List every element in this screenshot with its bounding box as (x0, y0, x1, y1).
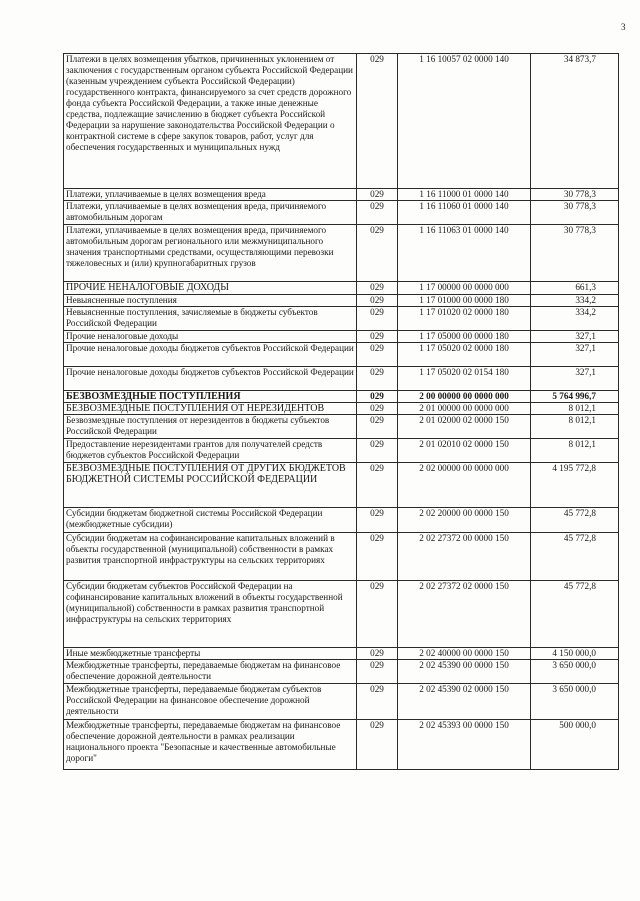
table-row (64, 367, 619, 391)
table-row (64, 581, 619, 648)
row-budget-code-cell: 2 01 02010 02 0000 150 (398, 439, 531, 463)
row-name-cell: Субсидии бюджетам на софинансирование капитальных вложений в объекты государственной (муниципальной) собственности в рамках развития транспортной инфраструктуры на сельских территориях (64, 533, 357, 581)
table-row (64, 343, 619, 367)
row-admin-code-cell: 029 (357, 403, 398, 415)
row-budget-code-cell: 1 16 11000 01 0000 140 (398, 189, 531, 201)
row-admin-code-cell: 029 (357, 684, 398, 720)
table-row (64, 720, 619, 770)
row-budget-code-cell: 1 16 10057 02 0000 140 (398, 54, 531, 189)
table-row (64, 415, 619, 439)
row-admin-code-cell: 029 (357, 391, 398, 403)
row-admin-code-cell: 029 (357, 225, 398, 282)
row-name-cell: БЕЗВОЗМЕЗДНЫЕ ПОСТУПЛЕНИЯ ОТ ДРУГИХ БЮДЖЕТОВ БЮДЖЕТНОЙ СИСТЕМЫ РОССИЙСКОЙ ФЕДЕРАЦИИ (64, 463, 357, 508)
row-budget-code-cell: 1 17 01000 00 0000 180 (398, 295, 531, 307)
table-row (64, 660, 619, 684)
row-sum-cell: 661,3 (531, 282, 619, 295)
row-sum-cell: 334,2 (531, 307, 619, 331)
row-budget-code-cell: 1 16 11063 01 0000 140 (398, 225, 531, 282)
row-admin-code-cell: 029 (357, 508, 398, 533)
row-name-cell: Платежи, уплачиваемые в целях возмещения вреда, причиняемого автомобильным дорогам (64, 201, 357, 225)
row-budget-code-cell: 2 01 02000 02 0000 150 (398, 415, 531, 439)
row-name-cell: Безвозмездные поступления от нерезидентов в бюджеты субъектов Российской Федерации (64, 415, 357, 439)
row-sum-cell: 500 000,0 (531, 720, 619, 770)
table-row (64, 403, 619, 415)
row-name-cell: Межбюджетные трансферты, передаваемые бюджетам на финансовое обеспечение дорожной деятельности в рамках реализации национального проекта "Безопасные и качественные автомобильные дороги" (64, 720, 357, 770)
row-sum-cell: 5 764 996,7 (531, 391, 619, 403)
row-budget-code-cell: 2 00 00000 00 0000 000 (398, 391, 531, 403)
row-budget-code-cell: 2 02 45390 02 0000 150 (398, 684, 531, 720)
row-budget-code-cell: 2 02 40000 00 0000 150 (398, 648, 531, 660)
row-sum-cell: 327,1 (531, 343, 619, 367)
table-row (64, 295, 619, 307)
row-admin-code-cell: 029 (357, 439, 398, 463)
row-budget-code-cell: 1 17 00000 00 0000 000 (398, 282, 531, 295)
table-row (64, 508, 619, 533)
table-row (64, 684, 619, 720)
row-name-cell: ПРОЧИЕ НЕНАЛОГОВЫЕ ДОХОДЫ (64, 282, 357, 295)
row-name-cell: Невыясненные поступления (64, 295, 357, 307)
row-budget-code-cell: 1 17 05020 02 0154 180 (398, 367, 531, 391)
row-name-cell: БЕЗВОЗМЕЗДНЫЕ ПОСТУПЛЕНИЯ (64, 391, 357, 403)
row-admin-code-cell: 029 (357, 463, 398, 508)
row-name-cell: Невыясненные поступления, зачисляемые в бюджеты субъектов Российской Федерации (64, 307, 357, 331)
row-admin-code-cell: 029 (357, 367, 398, 391)
row-name-cell: Иные межбюджетные трансферты (64, 648, 357, 660)
row-sum-cell: 8 012,1 (531, 439, 619, 463)
row-name-cell: Платежи, уплачиваемые в целях возмещения вреда, причиняемого автомобильным дорогам регионального или межмуниципального значения транспортными средствами, осуществляющими перевозки тяжеловесных и (или) крупногабаритных грузов (64, 225, 357, 282)
row-sum-cell: 45 772,8 (531, 581, 619, 648)
row-sum-cell: 8 012,1 (531, 415, 619, 439)
revenue-table-body (64, 54, 619, 770)
row-admin-code-cell: 029 (357, 533, 398, 581)
table-row (64, 331, 619, 343)
row-budget-code-cell: 2 02 20000 00 0000 150 (398, 508, 531, 533)
row-budget-code-cell: 2 02 45393 00 0000 150 (398, 720, 531, 770)
row-name-cell: Платежи в целях возмещения убытков, причиненных уклонением от заключения с государственным органом субъекта Российской Федерации (казенным учреждением субъекта Российской Федерации) государственного контракта, финансируемого за счет средств дорожного фонда субъекта Российской Федерации, а также иные денежные средства, подлежащие зачислению в бюджет субъекта Российской Федерации за нарушение законодательства Российской Федерации о контрактной системе в сфере закупок товаров, работ, услуг для обеспечения государственных и муниципальных нужд (64, 54, 357, 189)
row-sum-cell: 30 778,3 (531, 189, 619, 201)
row-sum-cell: 3 650 000,0 (531, 660, 619, 684)
table-row (64, 307, 619, 331)
row-admin-code-cell: 029 (357, 282, 398, 295)
row-admin-code-cell: 029 (357, 581, 398, 648)
row-name-cell: Межбюджетные трансферты, передаваемые бюджетам на финансовое обеспечение дорожной деятельности (64, 660, 357, 684)
table-row (64, 439, 619, 463)
row-sum-cell: 327,1 (531, 367, 619, 391)
row-name-cell: Прочие неналоговые доходы (64, 331, 357, 343)
row-sum-cell: 8 012,1 (531, 403, 619, 415)
row-sum-cell: 327,1 (531, 331, 619, 343)
row-name-cell: Прочие неналоговые доходы бюджетов субъектов Российской Федерации (64, 367, 357, 391)
row-budget-code-cell: 2 02 27372 02 0000 150 (398, 581, 531, 648)
row-admin-code-cell: 029 (357, 415, 398, 439)
row-budget-code-cell: 1 17 05000 00 0000 180 (398, 331, 531, 343)
row-sum-cell: 45 772,8 (531, 533, 619, 581)
table-row (64, 189, 619, 201)
table-row (64, 282, 619, 295)
row-budget-code-cell: 1 17 01020 02 0000 180 (398, 307, 531, 331)
row-name-cell: Предоставление нерезидентами грантов для получателей средств бюджетов субъектов Российской Федерации (64, 439, 357, 463)
row-sum-cell: 34 873,7 (531, 54, 619, 189)
row-admin-code-cell: 029 (357, 648, 398, 660)
row-name-cell: Платежи, уплачиваемые в целях возмещения вреда (64, 189, 357, 201)
row-name-cell: Субсидии бюджетам бюджетной системы Российской Федерации (межбюджетные субсидии) (64, 508, 357, 533)
row-budget-code-cell: 2 02 45390 00 0000 150 (398, 660, 531, 684)
table-row (64, 201, 619, 225)
row-name-cell: Межбюджетные трансферты, передаваемые бюджетам субъектов Российской Федерации на финансовое обеспечение дорожной деятельности (64, 684, 357, 720)
row-admin-code-cell: 029 (357, 201, 398, 225)
row-admin-code-cell: 029 (357, 307, 398, 331)
row-admin-code-cell: 029 (357, 720, 398, 770)
row-sum-cell: 45 772,8 (531, 508, 619, 533)
table-row (64, 533, 619, 581)
row-sum-cell: 4 195 772,8 (531, 463, 619, 508)
row-sum-cell: 3 650 000,0 (531, 684, 619, 720)
table-row (64, 54, 619, 189)
row-sum-cell: 30 778,3 (531, 225, 619, 282)
row-name-cell: Субсидии бюджетам субъектов Российской Федерации на софинансирование капитальных вложений в объекты государственной (муниципальной) собственности в рамках развития транспортной инфраструктуры на сельских территориях (64, 581, 357, 648)
row-budget-code-cell: 1 16 11060 01 0000 140 (398, 201, 531, 225)
row-sum-cell: 334,2 (531, 295, 619, 307)
revenue-table (63, 53, 619, 770)
row-admin-code-cell: 029 (357, 189, 398, 201)
row-budget-code-cell: 2 02 27372 00 0000 150 (398, 533, 531, 581)
table-row (64, 225, 619, 282)
row-sum-cell: 4 150 000,0 (531, 648, 619, 660)
row-budget-code-cell: 2 02 00000 00 0000 000 (398, 463, 531, 508)
row-name-cell: БЕЗВОЗМЕЗДНЫЕ ПОСТУПЛЕНИЯ ОТ НЕРЕЗИДЕНТОВ (64, 403, 357, 415)
table-row (64, 463, 619, 508)
row-admin-code-cell: 029 (357, 343, 398, 367)
row-admin-code-cell: 029 (357, 54, 398, 189)
table-row (64, 391, 619, 403)
table-row (64, 648, 619, 660)
row-admin-code-cell: 029 (357, 331, 398, 343)
page-number: 3 (621, 22, 626, 32)
row-budget-code-cell: 2 01 00000 00 0000 000 (398, 403, 531, 415)
row-name-cell: Прочие неналоговые доходы бюджетов субъектов Российской Федерации (64, 343, 357, 367)
row-budget-code-cell: 1 17 05020 02 0000 180 (398, 343, 531, 367)
row-sum-cell: 30 778,3 (531, 201, 619, 225)
row-admin-code-cell: 029 (357, 660, 398, 684)
row-admin-code-cell: 029 (357, 295, 398, 307)
